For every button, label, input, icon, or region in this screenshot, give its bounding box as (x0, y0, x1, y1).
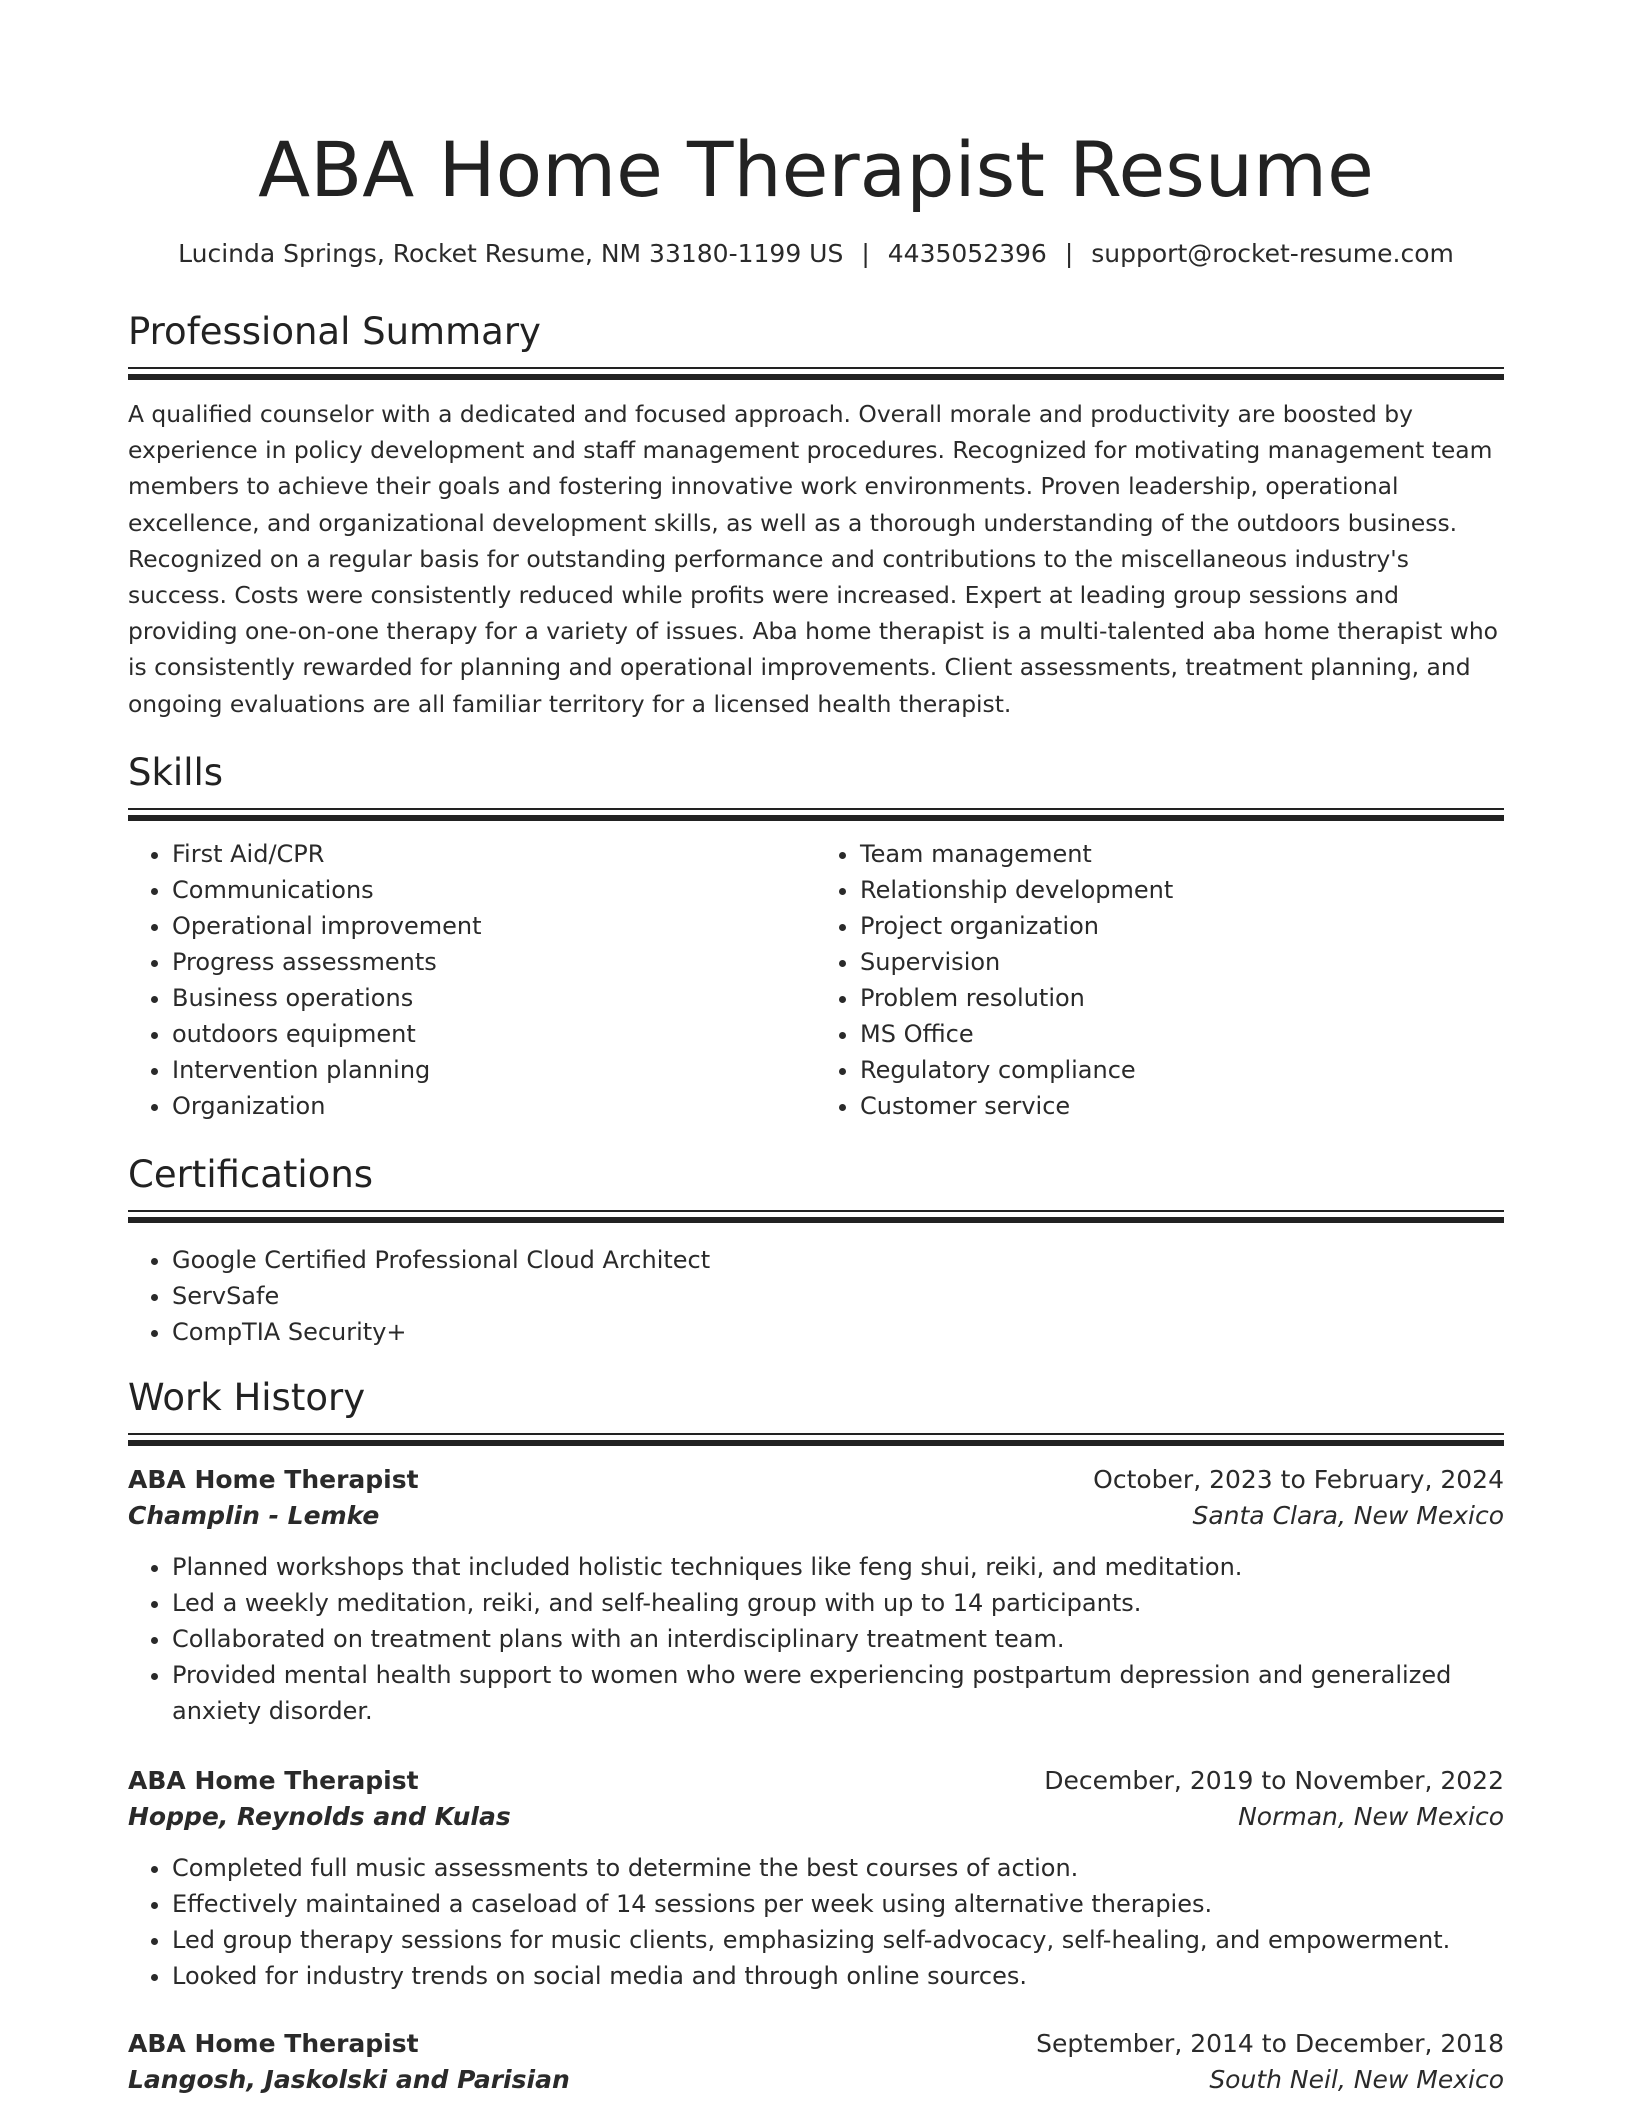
contact-separator: | (1064, 239, 1074, 268)
job-location: Santa Clara, New Mexico (1192, 1500, 1504, 1530)
skill-item: • Intervention planning (172, 1052, 816, 1088)
certifications-section (128, 1152, 1504, 1350)
section-rule (128, 1433, 1504, 1435)
job-subheader (128, 2062, 1504, 2098)
job-dates: October, 2023 to February, 2024 (1093, 1464, 1504, 1494)
skill-item: • Organization (172, 1088, 816, 1124)
job-bullet: • Led group therapy sessions for music clients, emphasizing self-advocacy, self-healing, and empowerment. (172, 1922, 1504, 1958)
job-title: ABA Home Therapist (128, 2028, 419, 2058)
resume-title: ABA Home Therapist Resume (258, 125, 1374, 214)
work-history-section (128, 1375, 1504, 2098)
job-entry (128, 2026, 1504, 2098)
skills-section (128, 750, 1504, 1124)
job-company: Hoppe, Reynolds and Kulas (128, 1801, 511, 1831)
section-heading-certifications: Certifications (128, 1152, 374, 1196)
summary-text: A qualified counselor with a dedicated and focused approach. Overall morale and productivity are boosted by experience in policy development and staff management procedures. Recognized for motivating management team members to achieve their goals and fostering innovative work environments. Proven leadership, operational excellence, and organizational development skills, as well as a thorough understanding of the outdoors business. Recognized on a regular basis for outstanding performance and contributions to the miscellaneous industry's success. Costs were consistently reduced while profits were increased. Expert at leading group sessions and providing one-on-one therapy for a variety of issues. Aba home therapist is a multi-talented aba home therapist who is consistently rewarded for planning and operational improvements. Client assessments, treatment planning, and ongoing evaluations are all familiar territory for a licensed health therapist. (128, 400, 1498, 718)
skill-item: • Relationship development (860, 872, 1504, 908)
job-company: Champlin - Lemke (128, 1500, 380, 1530)
skill-item: • Team management (860, 836, 1504, 872)
section-rule (128, 367, 1504, 369)
skills-list-left (128, 836, 816, 1124)
section-rule (128, 1210, 1504, 1212)
section-rule-thick (128, 1217, 1504, 1223)
job-bullet: • Collaborated on treatment plans with an interdisciplinary treatment team. (172, 1621, 1504, 1657)
job-header (128, 1763, 1504, 1799)
job-bullet: • Completed full music assessments to determine the best courses of action. (172, 1850, 1504, 1886)
job-title: ABA Home Therapist (128, 1765, 419, 1795)
job-company: Langosh, Jaskolski and Parisian (128, 2064, 570, 2094)
job-subheader (128, 1498, 1504, 1534)
job-entry (128, 1763, 1504, 1994)
job-dates: September, 2014 to December, 2018 (1036, 2028, 1504, 2058)
skill-item: • Project organization (860, 908, 1504, 944)
skill-item: • First Aid/CPR (172, 836, 816, 872)
job-header (128, 2026, 1504, 2062)
certifications-list (128, 1242, 1504, 1350)
skill-item: • Communications (172, 872, 816, 908)
job-bullets (128, 1850, 1504, 1994)
section-rule-thick (128, 374, 1504, 380)
section-rule-thick (128, 1440, 1504, 1446)
certification-item: • ServSafe (172, 1278, 1504, 1314)
skill-item: • Operational improvement (172, 908, 816, 944)
skill-item: • Supervision (860, 944, 1504, 980)
job-location: Norman, New Mexico (1238, 1801, 1504, 1831)
job-bullet: • Looked for industry trends on social media and through online sources. (172, 1958, 1504, 1994)
job-entry (128, 1462, 1504, 1729)
skill-item: • Problem resolution (860, 980, 1504, 1016)
contact-line (128, 238, 1504, 270)
job-dates: December, 2019 to November, 2022 (1044, 1765, 1504, 1795)
job-bullet: • Provided mental health support to women who were experiencing postpartum depression and generalized anxiety disorder. (172, 1657, 1504, 1729)
section-heading-skills: Skills (128, 750, 224, 794)
certification-item: • CompTIA Security+ (172, 1314, 1504, 1350)
section-rule (128, 808, 1504, 810)
contact-phone: 4435052396 (887, 239, 1047, 268)
job-subheader (128, 1799, 1504, 1835)
skill-item: • outdoors equipment (172, 1016, 816, 1052)
section-heading-summary: Professional Summary (128, 310, 541, 353)
contact-email: support@rocket-resume.com (1091, 239, 1454, 268)
job-header (128, 1462, 1504, 1498)
job-bullet: • Planned workshops that included holistic techniques like feng shui, reiki, and meditation. (172, 1549, 1504, 1585)
section-heading-work-history: Work History (128, 1375, 366, 1419)
skill-item: • Business operations (172, 980, 816, 1016)
contact-address: Lucinda Springs, Rocket Resume, NM 33180-1199 US (178, 239, 844, 268)
job-bullet: • Led a weekly meditation, reiki, and self-healing group with up to 14 participants. (172, 1585, 1504, 1621)
skill-item: • Regulatory compliance (860, 1052, 1504, 1088)
skills-list-right (816, 836, 1504, 1124)
skill-item: • Progress assessments (172, 944, 816, 980)
job-location: South Neil, New Mexico (1209, 2064, 1504, 2094)
skill-item: • Customer service (860, 1088, 1504, 1124)
summary-section (128, 309, 1504, 722)
job-bullets (128, 1549, 1504, 1729)
section-rule-thick (128, 815, 1504, 821)
job-bullet: • Effectively maintained a caseload of 14 sessions per week using alternative therapies. (172, 1886, 1504, 1922)
skills-columns (128, 836, 1504, 1124)
certification-item: • Google Certified Professional Cloud Architect (172, 1242, 1504, 1278)
job-title: ABA Home Therapist (128, 1464, 419, 1494)
skill-item: • MS Office (860, 1016, 1504, 1052)
contact-separator: | (861, 239, 870, 268)
